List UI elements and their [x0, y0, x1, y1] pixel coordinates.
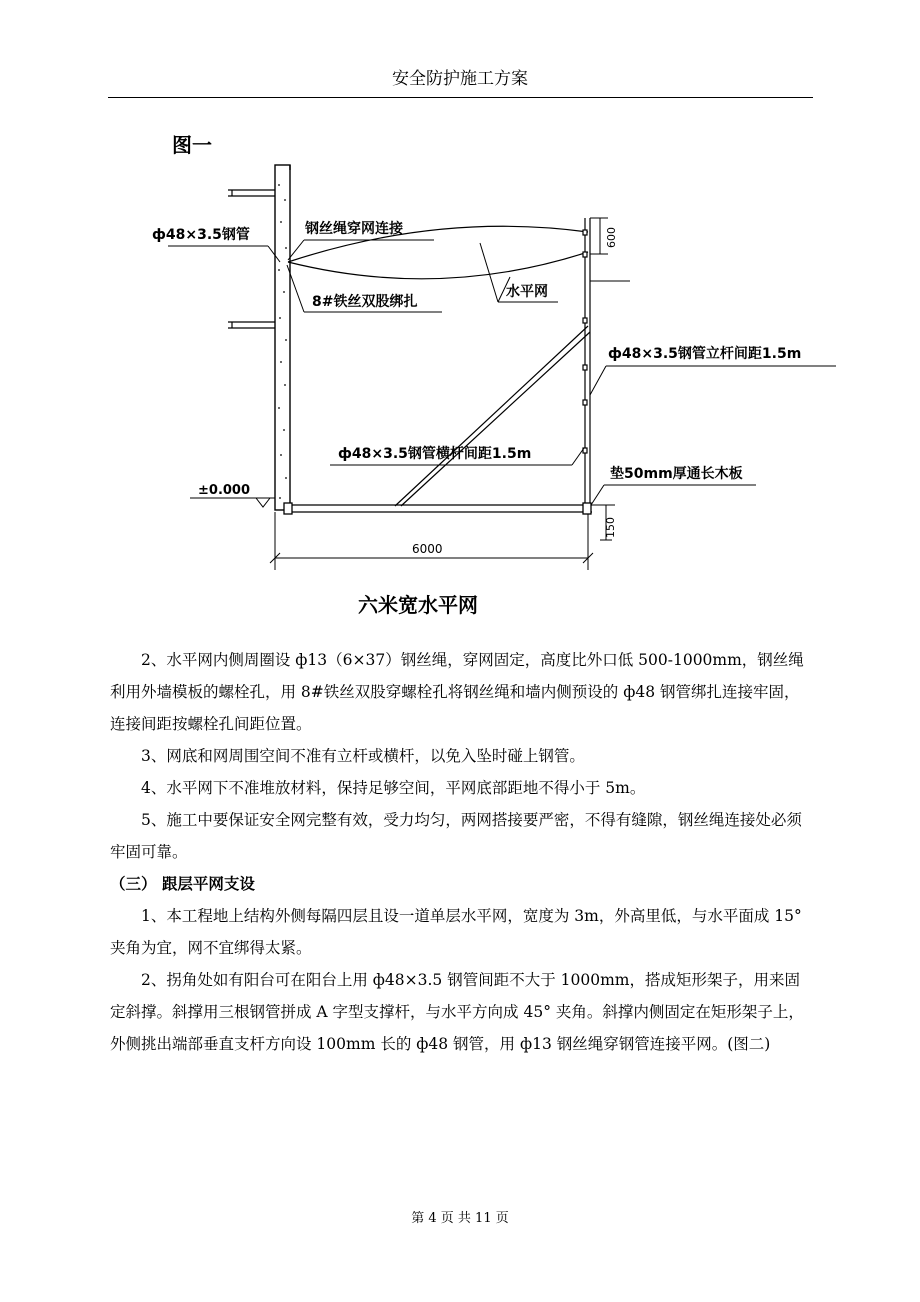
- floor-slabs: [228, 190, 275, 328]
- figure-1-diagram: [0, 0, 920, 640]
- net-leader-tail-1: [480, 243, 498, 302]
- elevation-marker: [190, 498, 275, 507]
- page-header-title: 安全防护施工方案: [392, 69, 528, 89]
- paragraph-4: 4、水平网下不准堆放材料，保持足够空间，平网底部距地不得小于 5m。: [141, 779, 646, 797]
- dimension-600-label: 600: [605, 227, 618, 248]
- paragraph-section3-1: 1、本工程地上结构外侧每隔四层且设一道单层水平网，宽度为 3m，外高里低，与水平面成 15° 夹角为宜，网不宜绑得太紧。: [110, 907, 802, 957]
- figure-label: 图一: [172, 133, 212, 157]
- dimension-6000: [270, 512, 593, 570]
- body-text: [110, 644, 810, 1060]
- elevation-label: ±0.000: [198, 483, 251, 498]
- paragraph-5: 5、施工中要保证安全网完整有效，受力均匀，两网搭接要严密，不得有缝隙，钢丝绳连接处必须牢固可靠。: [110, 811, 802, 861]
- diagonal-brace: [395, 326, 590, 506]
- bottom-horizontal-bar: [284, 503, 592, 514]
- dimension-6000-label: 6000: [412, 542, 443, 556]
- figure-caption: 六米宽水平网: [358, 593, 478, 617]
- section-heading-3: （三） 跟层平网支设: [110, 875, 255, 893]
- outer-vertical-pole: [583, 218, 590, 512]
- horizontal-bar-label: ф48×3.5钢管横杆间距1.5m: [338, 446, 532, 462]
- rope-link-label: 钢丝绳穿网连接: [305, 221, 403, 237]
- paragraph-3: 3、网底和网周围空间不准有立杆或横杆，以免入坠时碰上钢管。: [141, 747, 585, 765]
- vertical-pole-leader-tail: [590, 366, 606, 395]
- wire-tie-label: 8#铁丝双股绑扎: [312, 294, 418, 310]
- paragraph-section3-2: 2、拐角处如有阳台可在阳台上用 ф48×3.5 钢管间距不大于 1000mm，搭成矩形架子，用来固定斜撑。斜撑用三根钢管拼成 A 字型支撑杆，与水平方向成 45° 夹角。斜撑内侧固定在矩形架子上，外侧挑出端部垂直支杆方向设 100mm 长的 ф48 钢管，用 ф13 钢丝绳穿钢管连接平网。(图二): [110, 971, 804, 1053]
- paragraph-2: 2、水平网内侧周圈设 ф13（6×37）钢丝绳，穿网固定，高度比外口低 500-1000mm，钢丝绳利用外墙模板的螺栓孔，用 8#铁丝双股穿螺栓孔将钢丝绳和墙内侧预设的 ф48 钢管绑扎连接牢固，连接间距按螺栓孔间距位置。: [110, 651, 804, 733]
- page-footer: 第 4 页 共 11 页: [411, 1211, 509, 1226]
- dimension-150-label: 150: [604, 517, 617, 538]
- pipe-label: ф48×3.5钢管: [152, 227, 250, 243]
- board-label: 垫50mm厚通长木板: [610, 466, 743, 482]
- horizontal-bar-leader-tail: [572, 448, 584, 465]
- building-wall: [275, 165, 290, 510]
- net-label: 水平网: [506, 284, 548, 300]
- vertical-pole-label: ф48×3.5钢管立杆间距1.5m: [608, 346, 802, 362]
- board-leader-tail: [591, 485, 604, 505]
